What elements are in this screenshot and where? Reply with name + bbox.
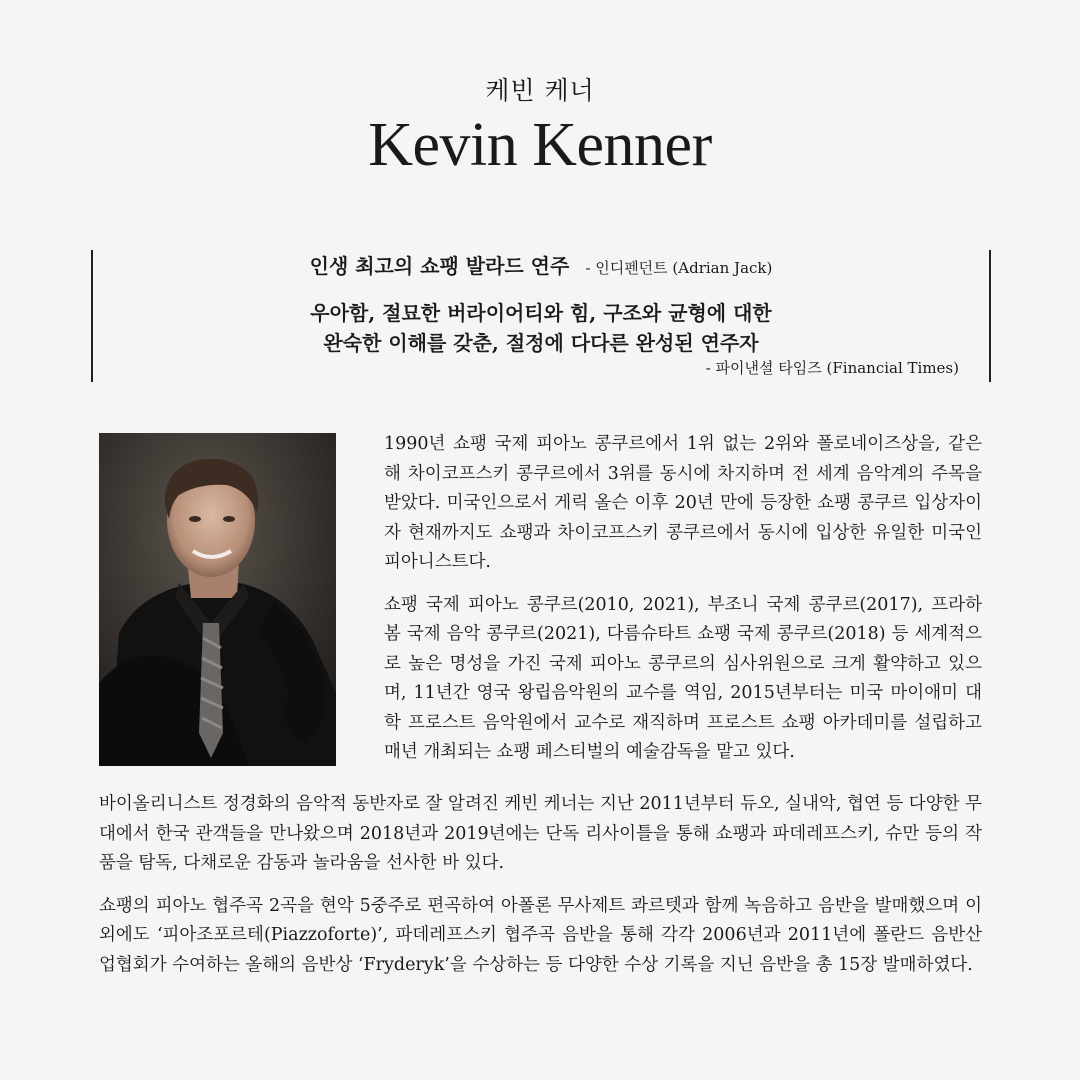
page-header — [0, 76, 1080, 178]
bio-paragraph: 바이올리니스트 정경화의 음악적 동반자로 잘 알려진 케빈 케너는 지난 2011년부터 듀오, 실내악, 협연 등 다양한 무대에서 한국 관객들을 만나왔으며 2018년과 2019년에는 단독 리사이틀을 통해 쇼팽과 파데레프스키, 슈만 등의 작품을 탐독, 다채로운 감동과 놀라움을 선사한 바 있다. — [99, 794, 982, 873]
artist-name-english: Kevin Kenner — [368, 111, 712, 179]
press-quotes — [91, 250, 991, 382]
bio-paragraph: 1990년 쇼팽 국제 피아노 콩쿠르에서 1위 없는 2위와 폴로네이즈상을, 같은 해 차이코프스키 콩쿠르에서 3위를 동시에 차지하며 전 세계 음악계의 주목을 받았다. 미국인으로서 게릭 올슨 이후 20년 만에 등장한 쇼팽 콩쿠르 입상자이자 현재까지도 쇼팽과 차이코프스키 콩쿠르에서 동시에 입상한 유일한 미국인 피아니스트다. — [384, 434, 982, 572]
bio-column — [384, 430, 982, 781]
quote-financial-times — [93, 298, 989, 358]
bio-full-width — [99, 790, 982, 993]
bio-paragraph: 쇼팽의 피아노 협주곡 2곡을 현악 5중주로 편곡하여 아폴론 무사제트 콰르텟과 함께 녹음하고 음반을 발매했으며 이외에도 ‘피아조포르테(Piazzoforte)’, 파데레프스키 협주곡 음반을 통해 각각 2006년과 2011년에 폴란드 음반산업협회가 수여하는 올해의 음반상 ‘Fryderyk’을 수상하는 등 다양한 수상 기록을 지닌 음반을 총 15장 발매하였다. — [99, 895, 982, 975]
artist-name-korean: 케빈 케너 — [485, 76, 595, 105]
quote-source: - 인디펜던트 (Adrian Jack) — [585, 259, 773, 277]
quote-independent — [93, 253, 989, 281]
quote-line: 완숙한 이해를 갖춘, 절정에 다다른 완성된 연주자 — [323, 331, 759, 355]
portrait-illustration — [99, 433, 336, 766]
quote-source: - 파이낸셜 타임즈 (Financial Times) — [705, 359, 959, 377]
artist-photo — [99, 433, 336, 766]
quote-text: 인생 최고의 쇼팽 발라드 연주 — [309, 254, 570, 278]
bio-paragraph: 쇼팽 국제 피아노 콩쿠르(2010, 2021), 부조니 국제 콩쿠르(2017), 프라하 봄 국제 음악 콩쿠르(2021), 다름슈타트 쇼팽 국제 콩쿠르(2018) 등 세계적으로 높은 명성을 가진 국제 피아노 콩쿠르의 심사위원으로 크게 활약하고 있으며, 11년간 영국 왕립음악원의 교수를 역임, 2015년부터는 미국 마이애미 대학 프로스트 음악원에서 교수로 재직하며 프로스트 쇼팽 아카데미를 설립하고 매년 개최되는 쇼팽 페스티벌의 예술감독을 맡고 있다. — [384, 594, 982, 762]
quote-line: 우아함, 절묘한 버라이어티와 힘, 구조와 균형에 대한 — [310, 301, 772, 325]
